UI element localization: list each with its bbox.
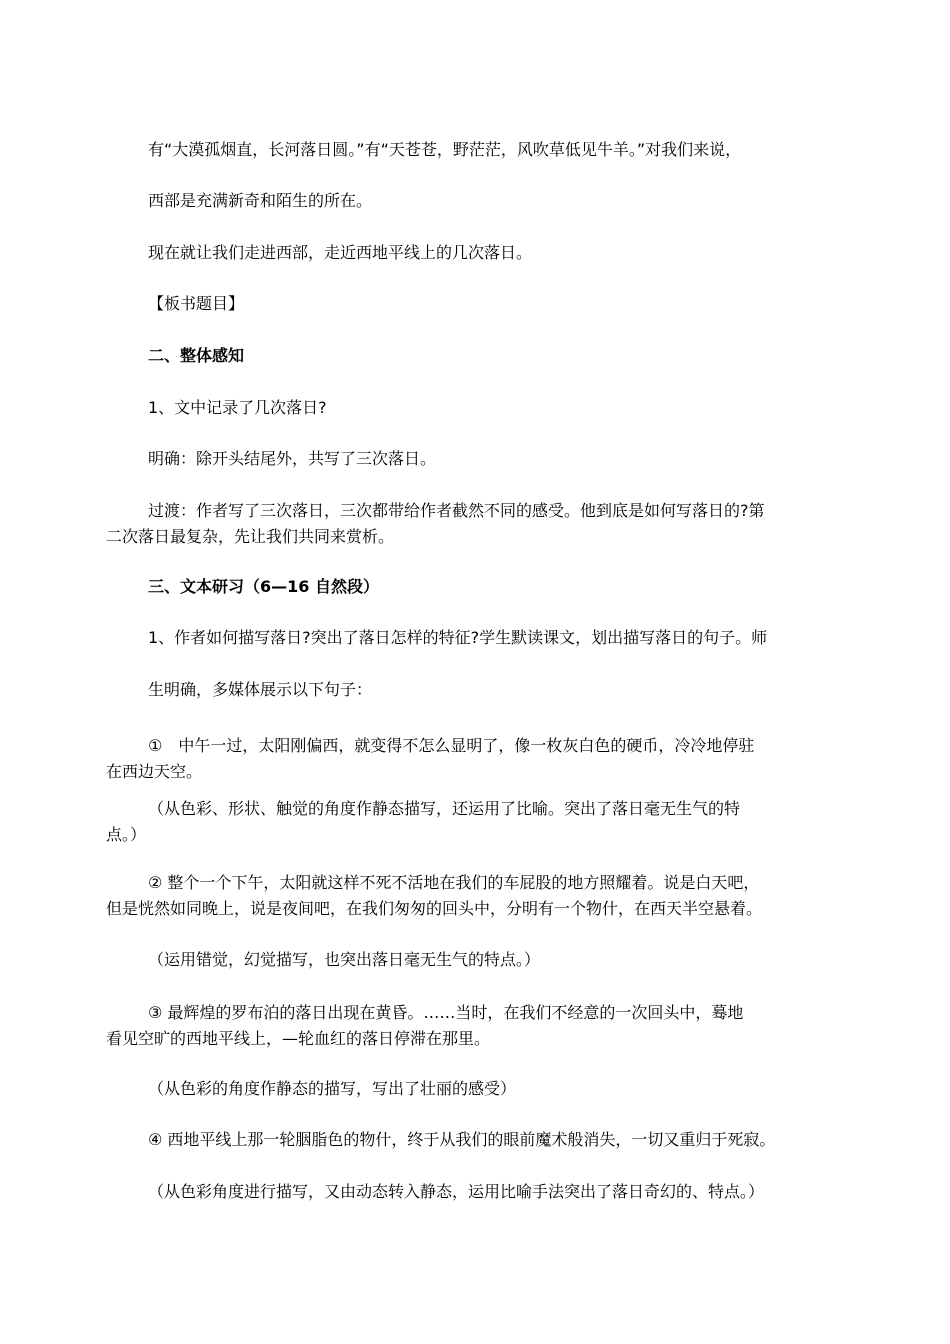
quote-3-line-1: ③ 最辉煌的罗布泊的落日出现在黄昏。……当时，在我们不经意的一次回头中，蓦地 [148, 1003, 744, 1022]
note-4: （从色彩角度进行描写，又由动态转入静态，运用比喻手法突出了落日奇幻的、特点。） [148, 1182, 765, 1201]
board-title-note: 【板书题目】 [148, 294, 245, 313]
question-1: 1、文中记录了几次落日? [148, 398, 327, 417]
transition-line-2: 二次落日最复杂，先让我们共同来赏析。 [106, 527, 395, 546]
note-3: （从色彩的角度作静态的描写，写出了壮丽的感受） [148, 1079, 517, 1098]
section-heading-text-study: 三、文本研习（6—16 自然段） [148, 577, 379, 596]
transition-line-1: 过渡：作者写了三次落日，三次都带给作者截然不同的感受。他到底是如何写落日的?第 [148, 501, 765, 520]
paragraph-intro-line-2: 西部是充满新奇和陌生的所在。 [148, 191, 373, 210]
quote-2-line-1: ② 整个一个下午，太阳就这样不死不活地在我们的车屁股的地方照耀着。说是白天吧， [148, 873, 760, 892]
paragraph-intro-line-1: 有“大漠孤烟直，长河落日圆。”有“天苍苍，野茫茫，风吹草低见牛羊。”对我们来说， [148, 140, 742, 159]
question-2-line-2: 生明确，多媒体展示以下句子： [148, 680, 373, 699]
quote-4: ④ 西地平线上那一轮胭脂色的物什，终于从我们的眼前魔术般消失，一切又重归于死寂。 [148, 1130, 776, 1149]
note-1-line-1: （从色彩、形状、触觉的角度作静态描写，还运用了比喻。突出了落日毫无生气的特 [148, 799, 741, 818]
quote-1-line-1: ① 中午一过，太阳刚偏西，就变得不怎么显明了，像一枚灰白色的硬币，冷冷地停驻 [148, 736, 755, 755]
question-2-line-1: 1、作者如何描写落日?突出了落日怎样的特征?学生默读课文，划出描写落日的句子。师 [148, 628, 768, 647]
paragraph-transition-west: 现在就让我们走进西部，走近西地平线上的几次落日。 [148, 243, 533, 262]
answer-1: 明确：除开头结尾外，共写了三次落日。 [148, 449, 437, 468]
quote-3-line-2: 看见空旷的西地平线上，—轮血红的落日停滞在那里。 [106, 1029, 491, 1048]
quote-1-line-2: 在西边天空。 [106, 762, 203, 781]
note-2: （运用错觉，幻觉描写，也突出落日毫无生气的特点。） [148, 950, 541, 969]
quote-2-line-2: 但是恍然如同晚上，说是夜间吧，在我们匆匆的回头中，分明有一个物什，在西天半空悬着。 [106, 899, 763, 918]
note-1-line-2: 点。） [106, 825, 147, 844]
section-heading-overall: 二、整体感知 [148, 346, 245, 365]
